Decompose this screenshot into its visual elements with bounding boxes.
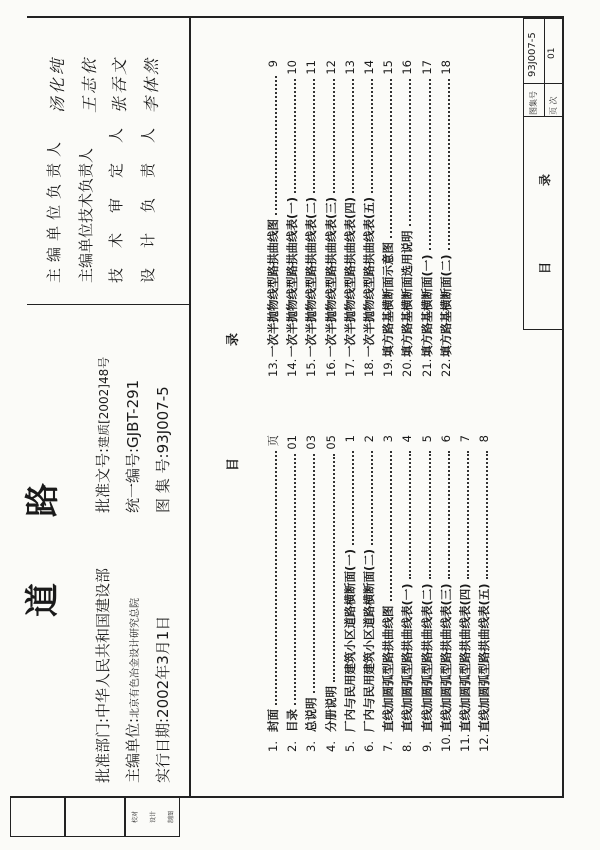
- atlas-no: 图 集 号:93J007-5: [154, 386, 172, 513]
- toc-heading-char: 录: [226, 332, 241, 346]
- toc-item-page: 8: [477, 435, 492, 443]
- toc-item-leader: [333, 79, 335, 193]
- toc-item-page: 12: [323, 60, 338, 75]
- toc-item-number: 3.: [304, 741, 319, 752]
- toc-item-page: 11: [304, 60, 319, 75]
- stamp-cell: [125, 797, 180, 837]
- stamp-cell: [65, 797, 125, 837]
- toc-item: [400, 435, 414, 752]
- toc-item-title: 厂内与民用建筑小区道路横断面(一): [342, 548, 357, 732]
- toc-item-title: 填方路基横断面示意图: [381, 242, 396, 357]
- toc-item-page: 14: [362, 60, 376, 75]
- page-value: 01: [547, 47, 557, 59]
- toc-item-title: 填方路基横断面选用说明: [400, 230, 415, 357]
- toc-item-number: 14.: [285, 358, 300, 377]
- signature: 李体然: [142, 55, 161, 113]
- title-block: [523, 18, 563, 330]
- toc-item: [285, 435, 299, 752]
- toc-item-number: 15.: [304, 358, 319, 377]
- toc-item-number: 11.: [458, 733, 472, 752]
- toc-item-number: 16.: [323, 358, 338, 377]
- atlas-value: 93J007-5: [527, 32, 538, 77]
- toc-item-page: 10: [285, 60, 300, 75]
- stamp-cell: [10, 797, 65, 837]
- toc-item-page: 17: [419, 60, 434, 75]
- toc-item-title: 直线加圆弧型路拱曲线表(二): [419, 583, 434, 732]
- toc-item-title: 填方路基横断面(一): [419, 254, 434, 357]
- toc-item: [477, 435, 491, 752]
- toc-item-leader: [275, 76, 277, 215]
- toc-item: [343, 435, 357, 752]
- toc-item-leader: [352, 79, 354, 193]
- toc-item-title: 直线加圆弧型路拱曲线表(一): [400, 583, 415, 732]
- signature: 王志依: [80, 55, 99, 113]
- toc-item-number: 13.: [266, 358, 280, 377]
- toc-item: [304, 435, 318, 752]
- toc-item-number: 19.: [381, 358, 396, 377]
- stamp-label: 制图: [167, 811, 175, 824]
- toc-item-page: 4: [400, 435, 415, 443]
- signature: 汤化纯: [48, 55, 67, 113]
- toc-item: [362, 435, 376, 752]
- toc-item-title: 一次半抛物线型路拱曲线表(一): [285, 196, 300, 357]
- stamp-label: 校对: [132, 811, 140, 824]
- editor-unit: [124, 598, 145, 783]
- signature-box-line: [27, 304, 191, 305]
- toc-item-page: 页: [266, 435, 280, 447]
- toc-item-leader: [429, 79, 431, 251]
- toc-item: [266, 435, 280, 752]
- toc-item-number: 17.: [342, 358, 357, 377]
- toc-item-title: 直线加圆弧型路拱曲线图: [381, 605, 396, 732]
- toc-item-title: 一次半抛物线型路拱曲线表(二): [304, 196, 319, 357]
- toc-item: [266, 60, 280, 377]
- title-block-char: 目: [538, 261, 552, 274]
- toc-item-page: 01: [285, 435, 300, 450]
- editor-value: 北京有色冶金设计研究总院: [130, 597, 141, 718]
- toc-item: [324, 60, 338, 377]
- editor-label: 主编单位:: [124, 717, 142, 783]
- toc-item-number: 7.: [381, 741, 396, 752]
- toc-item-leader: [467, 451, 469, 579]
- title-block-char: 录: [538, 173, 552, 186]
- toc-item-number: 8.: [400, 741, 415, 752]
- atlas-label: 图集号: [529, 91, 538, 115]
- toc-item-title: 封面: [266, 709, 280, 732]
- toc-item-page: 6: [438, 435, 453, 443]
- toc-item-leader: [486, 451, 488, 579]
- title-block-divider: [524, 116, 562, 117]
- cover-divider-line: [189, 16, 191, 798]
- toc-item-title: 直线加圆弧型路拱曲线表(三): [438, 583, 453, 732]
- toc-item-number: 21.: [419, 358, 434, 377]
- toc-item-leader: [313, 454, 315, 694]
- approval-no: [94, 357, 113, 513]
- toc-item-leader: [371, 79, 373, 193]
- toc-item: [458, 435, 472, 752]
- toc-item: [400, 60, 414, 377]
- toc-item-leader: [333, 454, 335, 682]
- toc-item-leader: [429, 451, 431, 579]
- toc-item-page: 18: [438, 60, 453, 75]
- toc-item-leader: [390, 451, 392, 602]
- toc-item-number: 18.: [362, 358, 376, 377]
- toc-item-title: 目录: [285, 709, 300, 732]
- toc-item: [420, 435, 434, 752]
- toc-item: [304, 60, 318, 377]
- toc-item-leader: [409, 79, 411, 227]
- signature-role: 主编单位负责人: [45, 135, 63, 283]
- toc-item-page: 5: [419, 435, 434, 443]
- toc-item-leader: [448, 79, 450, 251]
- toc-item-title: 直线加圆弧型路拱曲线表(五): [477, 583, 492, 732]
- toc-item-number: 4.: [323, 741, 338, 752]
- toc-item: [439, 60, 453, 377]
- toc-item-title: 一次半抛物线型路拱曲线表(四): [342, 196, 357, 357]
- toc-item-page: 3: [381, 435, 396, 443]
- approval-no-label: 批准文号:: [94, 447, 112, 513]
- toc-item-title: 总说明: [304, 697, 319, 732]
- toc-item-number: 2.: [285, 741, 300, 752]
- unified-no: 统一编号:GJBT-291: [124, 379, 142, 513]
- toc-item-leader: [409, 451, 411, 579]
- toc-item-page: 2: [362, 435, 376, 443]
- signature-role: 设计负责人: [139, 107, 157, 283]
- toc-item-page: 1: [342, 435, 357, 443]
- toc-item-title: 直线加圆弧型路拱曲线表(四): [458, 583, 472, 732]
- toc-item-title: 一次半抛物线型路拱曲线表(五): [362, 196, 376, 357]
- toc-item-title: 一次半抛物线型路拱曲线图: [266, 219, 280, 357]
- approval-dept: 批准部门:中华人民共和国建设部: [94, 567, 112, 783]
- cover-title-char: 路: [23, 483, 63, 517]
- toc-item-leader: [275, 451, 277, 705]
- toc-item: [439, 435, 453, 752]
- toc-item-number: 10.: [438, 733, 453, 752]
- toc-item: [381, 60, 395, 377]
- toc-item-leader: [371, 451, 373, 545]
- toc-item-leader: [448, 451, 450, 579]
- toc-item-title: 一次半抛物线型路拱曲线表(三): [323, 196, 338, 357]
- toc-item: [362, 60, 376, 377]
- toc-item-leader: [352, 451, 354, 545]
- toc-item: [285, 60, 299, 377]
- toc-item-leader: [294, 454, 296, 705]
- stamp-label: 设计: [149, 811, 157, 824]
- toc-item-title: 填方路基横断面(二): [438, 254, 453, 357]
- toc-item: [343, 60, 357, 377]
- toc-item-number: 5.: [342, 741, 357, 752]
- effective-date: 实行日期:2002年3月1日: [154, 615, 172, 783]
- toc-item-page: 9: [266, 60, 280, 68]
- toc-item: [324, 435, 338, 752]
- toc-item: [420, 60, 434, 377]
- title-block-divider: [524, 83, 562, 84]
- toc-item-number: 9.: [419, 741, 434, 752]
- title-block-divider: [544, 19, 545, 117]
- toc-item-page: 15: [381, 60, 396, 75]
- toc-item-number: 20.: [400, 358, 415, 377]
- toc-item-page: 05: [323, 435, 338, 450]
- toc-item-leader: [390, 79, 392, 238]
- toc-heading-char: 目: [226, 457, 241, 471]
- signature: 张吞文: [110, 55, 129, 113]
- toc-item-leader: [294, 79, 296, 193]
- toc-item-title: 分册说明: [323, 686, 338, 732]
- approval-no-value: 建质[2002]48号: [97, 356, 111, 448]
- page-label: 页 次: [549, 96, 558, 115]
- cover-title-char: 道: [23, 583, 63, 617]
- toc-item-number: 1.: [266, 741, 280, 752]
- toc-item-number: 12.: [477, 733, 492, 752]
- toc-item-number: 6.: [362, 741, 376, 752]
- toc-item-page: 03: [304, 435, 319, 450]
- toc-item: [381, 435, 395, 752]
- toc-item-leader: [313, 79, 315, 193]
- signature-role: 主编单位技术负责人: [77, 147, 95, 283]
- signature-role: 技术审定人: [107, 107, 125, 283]
- toc-item-title: 厂内与民用建筑小区道路横断面(二): [362, 548, 376, 732]
- frame-top-line: [27, 16, 564, 18]
- toc-item-page: 16: [400, 60, 415, 75]
- toc-item-page: 13: [342, 60, 357, 75]
- toc-item-number: 22.: [438, 358, 453, 377]
- toc-item-page: 7: [458, 435, 472, 443]
